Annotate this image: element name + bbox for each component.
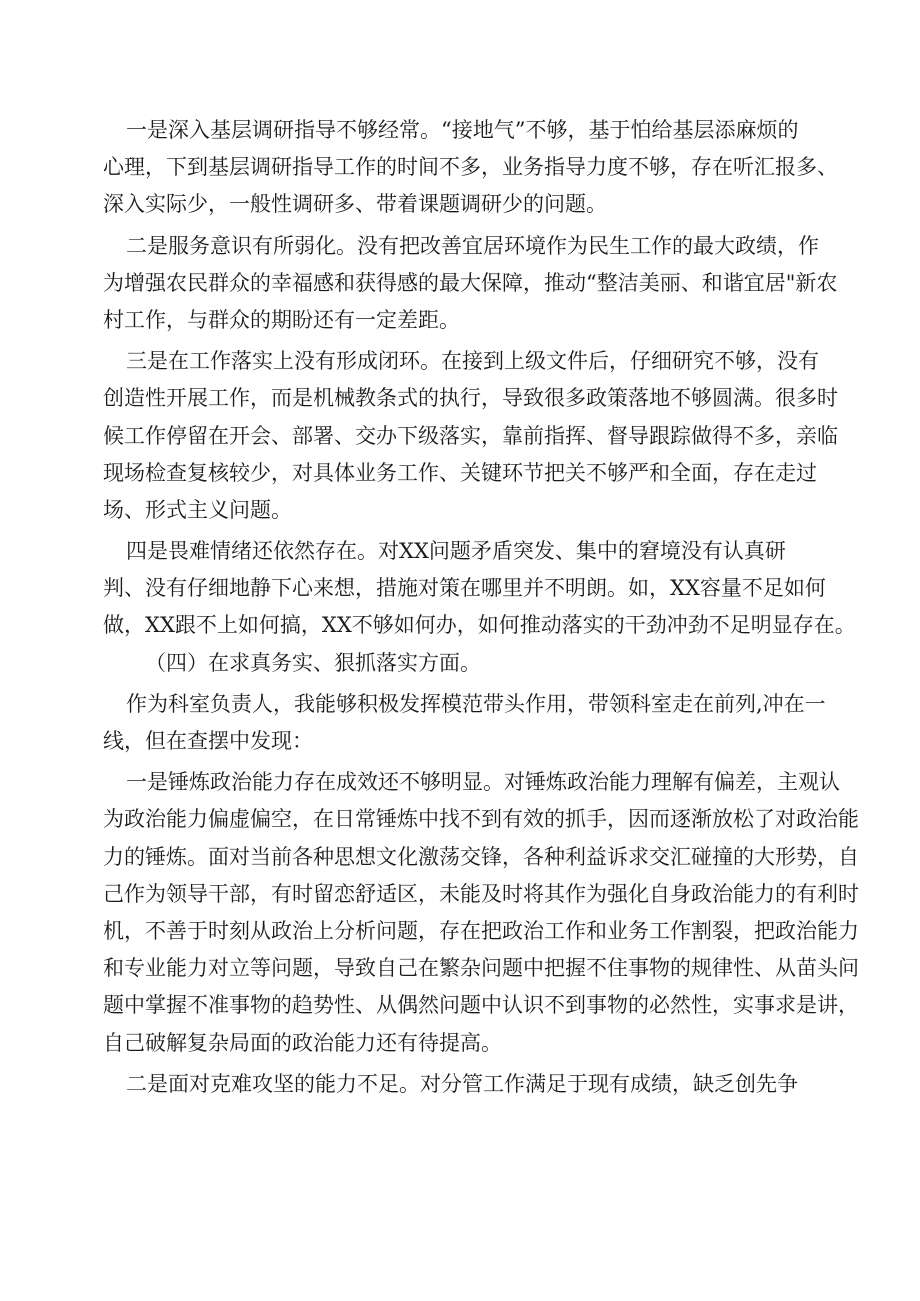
- paragraph-line: 做，XX跟不上如何搞，XX不够如何办，如何推动落实的干劲冲劲不足明显存在。: [103, 613, 856, 638]
- paragraph-line: 二是面对克难攻坚的能力不足。对分管工作满足于现有成绩，缺乏创先争: [126, 1071, 798, 1096]
- paragraph-line: 创造性开展工作，而是机械教条式的执行，导致很多政策落地不够圆满。很多时: [103, 386, 838, 411]
- paragraph-line: 题中掌握不准事物的趋势性、从偶然问题中认识不到事物的必然性，实事求是讲，: [103, 993, 859, 1018]
- paragraph-line: 心理，下到基层调研指导工作的时间不多，业务指导力度不够，存在听汇报多、: [103, 155, 838, 180]
- paragraph-line: 现场检查复核较少，对具体业务工作、关键环节把关不够严和全面，存在走过: [103, 460, 817, 485]
- paragraph-line: 候工作停留在开会、部署、交办下级落实，靠前指挥、督导跟踪做得不多，亲临: [103, 423, 838, 448]
- paragraph-line: 己作为领导干部，有时留恋舒适区，未能及时将其作为强化自身政治能力的有利时: [103, 881, 859, 906]
- paragraph-line: 自己破解复杂局面的政治能力还有待提高。: [103, 1030, 502, 1055]
- paragraph-line: 机，不善于时刻从政治上分析问题，存在把政治工作和业务工作割裂，把政治能力: [103, 918, 859, 943]
- paragraph-line: 一是深入基层调研指导不够经常。“接地气”不够，基于怕给基层添麻烦的: [126, 118, 799, 142]
- paragraph-line: 深入实际少，一般性调研多、带着课题调研少的问题。: [103, 192, 607, 217]
- paragraph-line: 为政治能力偏虚偏空，在日常锤炼中找不到有效的抓手，因而逐渐放松了对政治能: [103, 807, 859, 832]
- section-heading: （四）在求真务实、狠抓落实方面。: [145, 650, 481, 675]
- paragraph-line: 和专业能力对立等问题，导致自己在繁杂问题中把握不住事物的规律性、从苗头问: [103, 956, 859, 981]
- paragraph-line: 线，但在查摆中发现：: [103, 729, 313, 753]
- paragraph-line: 作为科室负责人，我能够积极发挥模范带头作用，带领科室走在前列,冲在一: [126, 691, 826, 716]
- paragraph-line: 力的锤炼。面对当前各种思想文化激荡交锋，各种利益诉求交汇碰撞的大形势，自: [103, 844, 859, 869]
- paragraph-line: 判、没有仔细地静下心来想，措施对策在哪里并不明朗。如，XX容量不足如何: [103, 576, 826, 601]
- document-body: [103, 112, 863, 1103]
- paragraph-line: 村工作，与群众的期盼还有一定差距。: [103, 307, 460, 332]
- paragraph-line: 为增强农民群众的幸福感和获得感的最大保障，推动“整洁美丽、和谐宜居"新农: [103, 270, 838, 295]
- paragraph-line: 二是服务意识有所弱化。没有把改善宜居环境作为民生工作的最大政绩，作: [126, 233, 819, 258]
- paragraph-line: 四是畏难情绪还依然存在。对XX问题矛盾突发、集中的窘境没有认真研: [126, 539, 786, 564]
- paragraph-line: 场、形式主义问题。: [103, 497, 292, 522]
- paragraph-line: 三是在工作落实上没有形成闭环。在接到上级文件后，仔细研究不够，没有: [126, 349, 819, 374]
- paragraph-line: 一是锤炼政治能力存在成效还不够明显。对锤炼政治能力理解有偏差，主观认: [126, 770, 840, 795]
